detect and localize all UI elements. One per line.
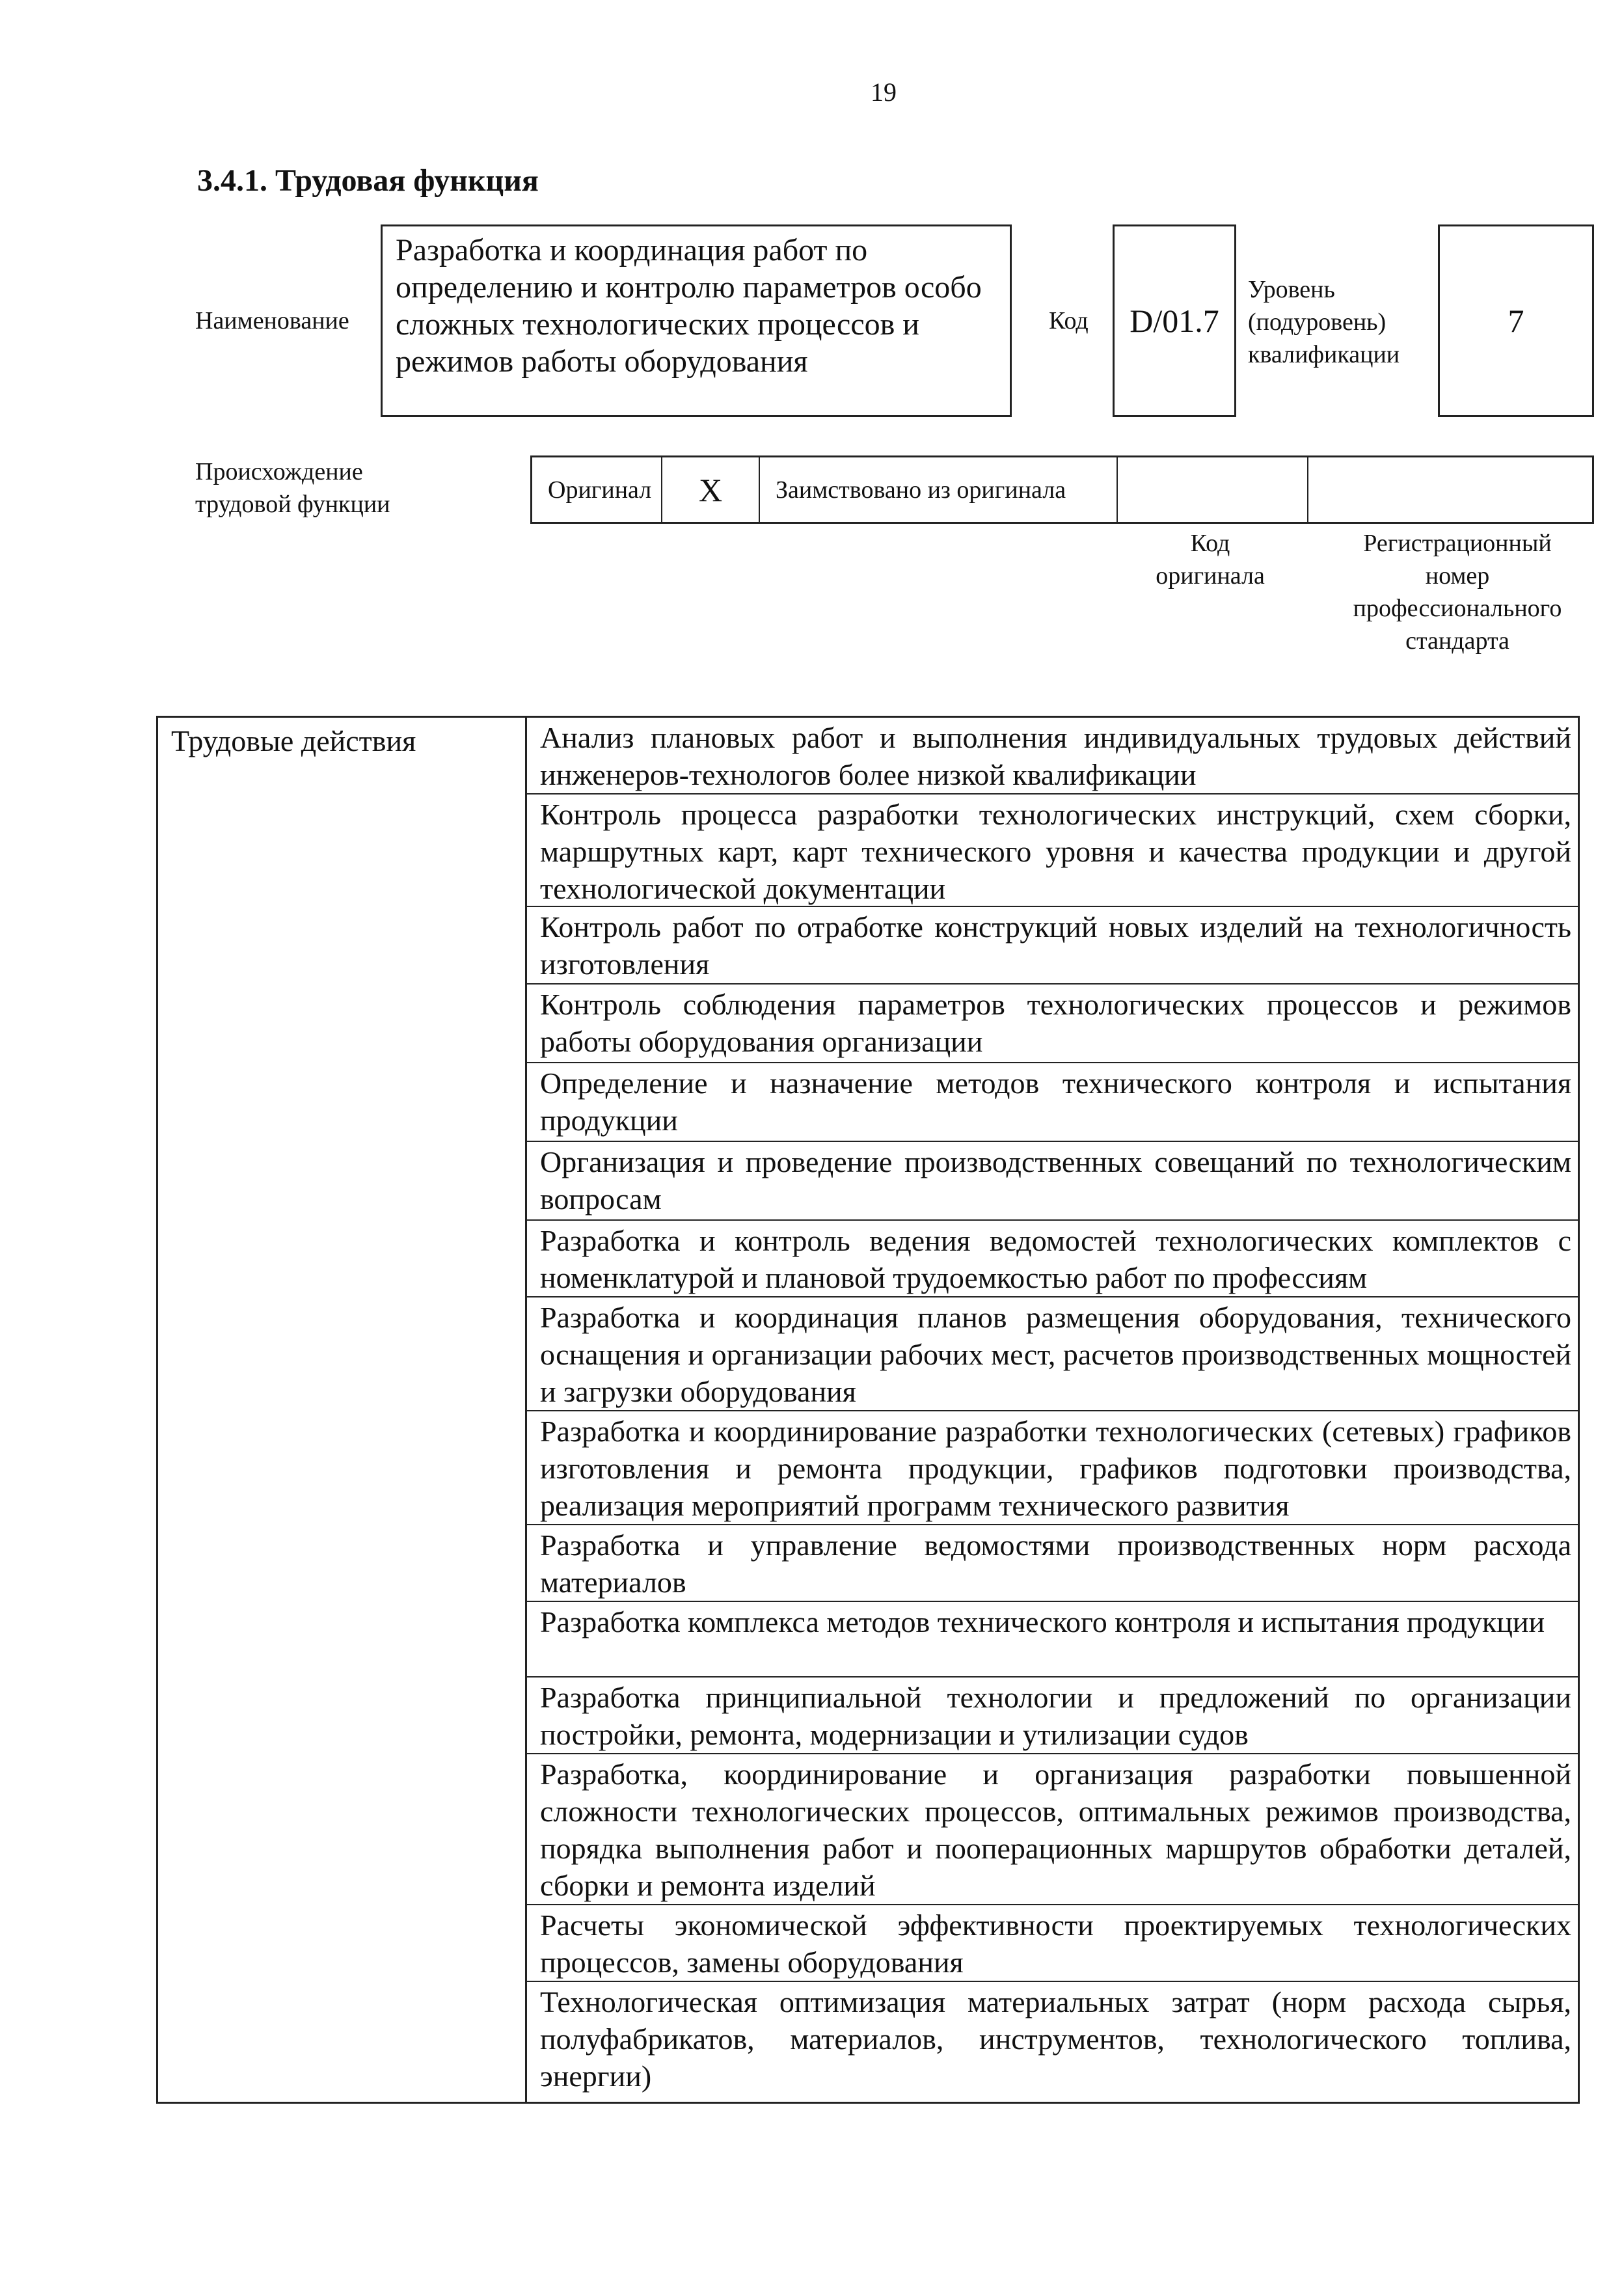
caption-line: оригинала xyxy=(1156,562,1265,590)
labor-action-item: Контроль процесса разработки технологических инструкций, схем сборки, маршрутных карт, карт технического уровня и качества продукции и другой технологической документации xyxy=(527,795,1578,907)
function-name: Разработка и координация работ по определению и контролю параметров особо сложных технологических процессов и режимов работы оборудования xyxy=(396,233,982,379)
original-cell xyxy=(532,457,662,522)
caption-line: Регистрационный xyxy=(1363,530,1552,557)
labor-action-item: Разработка и координация планов размещения оборудования, технического оснащения и организации рабочих мест, расчетов производственных мощностей и загрузки оборудования xyxy=(527,1297,1578,1411)
origin-table xyxy=(530,455,1594,524)
name-label: Наименование xyxy=(195,307,349,334)
reg-number-caption xyxy=(1321,527,1594,657)
code-box xyxy=(1113,224,1236,417)
level-value: 7 xyxy=(1508,303,1524,339)
level-label-line: Уровень xyxy=(1248,276,1335,303)
section-title: 3.4.1. Трудовая функция xyxy=(197,163,539,198)
code-value: D/01.7 xyxy=(1130,303,1219,339)
original-code-cell xyxy=(1118,457,1308,522)
original-mark: X xyxy=(698,471,723,508)
caption-line: стандарта xyxy=(1405,627,1509,655)
caption-line: номер xyxy=(1425,562,1490,590)
function-name-box xyxy=(381,224,1012,417)
borrowed-cell xyxy=(760,457,1118,522)
labor-action-item: Разработка и координирование разработки технологических (сетевых) графиков изготовления и ремонта продукции, графиков подготовки производства, реализация мероприятий программ технического развития xyxy=(527,1411,1578,1525)
caption-line: профессионального xyxy=(1353,595,1562,622)
level-box xyxy=(1438,224,1594,417)
original-label: Оригинал xyxy=(548,476,652,504)
reg-number-cell xyxy=(1308,457,1592,522)
labor-action-item: Контроль соблюдения параметров технологических процессов и режимов работы оборудования организации xyxy=(527,985,1578,1063)
labor-actions-table xyxy=(156,716,1580,2104)
labor-action-item: Контроль работ по отработке конструкций новых изделий на технологичность изготовления xyxy=(527,907,1578,985)
labor-actions-label: Трудовые действия xyxy=(171,724,416,757)
labor-actions-list xyxy=(527,718,1578,2102)
labor-action-item: Разработка, координирование и организация разработки повышенной сложности технологических процессов, оптимальных режимов производства, порядка выполнения работ и пооперационных маршрутов обработки деталей, сборки и ремонта изделий xyxy=(527,1754,1578,1905)
labor-action-item: Разработка и контроль ведения ведомостей технологических комплектов с номенклатурой и плановой трудоемкостью работ по профессиям xyxy=(527,1221,1578,1297)
code-label: Код xyxy=(1049,307,1089,334)
level-label xyxy=(1248,273,1400,371)
level-label-line: квалификации xyxy=(1248,341,1400,368)
labor-action-item: Технологическая оптимизация материальных затрат (норм расхода сырья, полуфабрикатов, материалов, инструментов, технологического топлива, энергии) xyxy=(540,1985,1571,2093)
labor-action-item: Разработка и управление ведомостями производственных норм расхода материалов xyxy=(527,1525,1578,1602)
labor-action-item: Определение и назначение методов технического контроля и испытания продукции xyxy=(527,1063,1578,1142)
original-code-caption xyxy=(1113,527,1308,592)
origin-label-line: Происхождение xyxy=(195,458,363,485)
labor-action-item: Расчеты экономической эффективности проектируемых технологических процессов, замены оборудования xyxy=(527,1905,1578,1982)
labor-action-item: Организация и проведение производственных совещаний по технологическим вопросам xyxy=(527,1142,1578,1221)
labor-action-item: Разработка принципиальной технологии и предложений по организации постройки, ремонта, модернизации и утилизации судов xyxy=(527,1678,1578,1754)
labor-action-item: Разработка комплекса методов технического контроля и испытания продукции xyxy=(527,1602,1578,1678)
original-mark-cell xyxy=(662,457,760,522)
origin-label-line: трудовой функции xyxy=(195,491,390,518)
page-number: 19 xyxy=(871,77,897,107)
caption-line: Код xyxy=(1190,530,1230,557)
level-label-line: (подуровень) xyxy=(1248,308,1387,336)
labor-action-item: Анализ плановых работ и выполнения индивидуальных трудовых действий инженеров-технологов более низкой квалификации xyxy=(527,718,1578,795)
labor-actions-label-cell xyxy=(158,718,527,2102)
borrowed-label: Заимствовано из оригинала xyxy=(776,476,1066,504)
origin-label xyxy=(195,455,390,521)
